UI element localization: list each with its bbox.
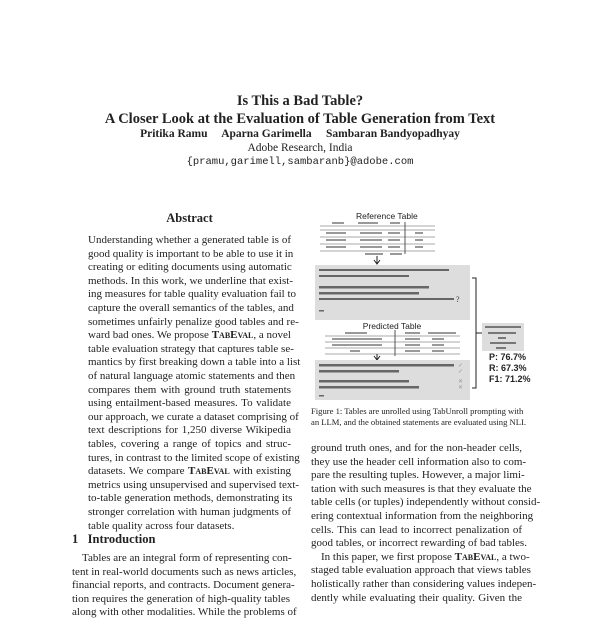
precision-value: P: 76.7%	[489, 352, 527, 362]
bracket	[472, 278, 482, 388]
svg-text:✕: ✕	[458, 385, 464, 391]
text-line: methods. In this work, we underline that exist-	[88, 274, 293, 287]
text-line: mantics by first breaking down a table into a list	[88, 356, 301, 369]
text-line: metrics using unsupervised and supervised text-	[88, 478, 300, 491]
text-line: of natural language atomic statements and then	[88, 370, 296, 382]
predicted-table-title: Predicted Table	[362, 321, 422, 331]
text-line: tent in real-world documents such as news articles,	[72, 565, 297, 578]
text-line: tion requires the generation of high-quality tables	[72, 592, 290, 605]
text-line: staged table evaluation approach that views tables	[311, 564, 531, 577]
email: {pramu,garimell,sambaranb}@adobe.com	[186, 156, 414, 168]
text-line: compares them with ground truth statements	[88, 383, 291, 396]
text-line: table evaluation strategy that captures table se-	[88, 342, 294, 355]
text-line: they use the header cell information also to com-	[311, 455, 527, 468]
text-line: ward bad ones. We propose TabEval, a novel	[88, 329, 291, 342]
affiliation: Adobe Research, India	[247, 142, 353, 154]
section-title: Introduction	[87, 532, 156, 546]
svg-text:✕: ✕	[458, 379, 464, 385]
abstract-heading: Abstract	[166, 211, 213, 225]
text-line: to-table generation methods, demonstrating its	[88, 492, 293, 505]
text-line: pare the resulting tuples. However, a major limi-	[311, 469, 525, 482]
text-line: sometimes unfairly penalize good tables and re-	[88, 315, 299, 328]
text-line: holistically rather than considering values indepen-	[311, 578, 537, 590]
text-line: ing measures for table quality evaluation fail to	[88, 288, 297, 301]
paper-title-line1: Is This a Bad Table?	[236, 93, 364, 109]
text-line: creating or editing documents using automatic	[88, 261, 292, 274]
arrow-down-icon	[374, 256, 380, 264]
text-line: tures, in contrast to the limited scope of existing	[88, 451, 300, 464]
text-line: tation with such measures is that they evaluate the	[311, 482, 532, 495]
author: Sambaran Bandyopadhyay	[326, 128, 460, 140]
recall-value: R: 67.3%	[489, 363, 527, 373]
text-line: In this paper, we first propose TabEval, a two-	[321, 550, 530, 563]
text-line: financial reports, and contracts. Document genera-	[72, 579, 295, 592]
section-heading-introduction	[72, 532, 155, 547]
metrics	[489, 352, 531, 385]
text-line: good quality is important to be able to use it in	[88, 247, 294, 260]
text-line: ering contextual information from the neighboring	[311, 510, 534, 522]
question-icon: ?	[456, 295, 460, 304]
text-line: text descriptions for 1,250 diverse Wikipedia	[88, 424, 291, 437]
figure-caption-line2: an LLM, and the obtained statements are evaluated using NLI.	[311, 417, 527, 427]
text-line: table cells (or tuples) independently without consid-	[311, 496, 541, 509]
reference-table-cells	[326, 222, 423, 255]
text-line: ground truth ones, and for the non-header cells,	[311, 442, 522, 454]
f1-value: F1: 71.2%	[489, 374, 531, 384]
text-line: table quality across four datasets.	[88, 519, 235, 532]
figure-caption-line1: Figure 1: Tables are unrolled using TabUnroll prompting with	[311, 406, 524, 416]
paper-title-line2: A Closer Look at the Evaluation of Table Generation from Text	[104, 111, 496, 127]
arrow-down-icon	[374, 354, 380, 360]
text-line: datasets. We compare TabEval with existing	[88, 465, 292, 478]
figure-1	[310, 208, 531, 400]
author-list	[0, 128, 600, 140]
text-line: Tables are an integral form of representing con-	[82, 552, 292, 564]
text-line: our approach, we curate a dataset comprising of	[88, 410, 299, 423]
text-line: cells. This can lead to incorrect penalization of	[311, 523, 522, 536]
text-line: tables, covering a range of topics and struc-	[88, 438, 291, 450]
section-number: 1	[72, 532, 79, 546]
author: Pritika Ramu	[140, 128, 208, 140]
text-line: Understanding whether a generated table is of	[88, 234, 291, 246]
text-line: along with other modalities. While the problems of	[72, 606, 297, 619]
text-line: using entailment-based measures. To validate	[88, 397, 291, 410]
author: Aparna Garimella	[221, 128, 312, 140]
text-line: capture the overall semantics of the tables, and	[88, 302, 294, 314]
text-line: good tables, or incorrect rewarding of bad tables.	[311, 537, 527, 550]
text-line: dently while evaluating their quality. Given the	[311, 591, 522, 604]
reference-table-title: Reference Table	[356, 211, 418, 221]
text-line: stronger correlation with human judgments of	[88, 506, 291, 518]
reference-table	[320, 222, 435, 254]
svg-text:✓: ✓	[458, 369, 464, 375]
svg-text:✓: ✓	[458, 363, 464, 369]
